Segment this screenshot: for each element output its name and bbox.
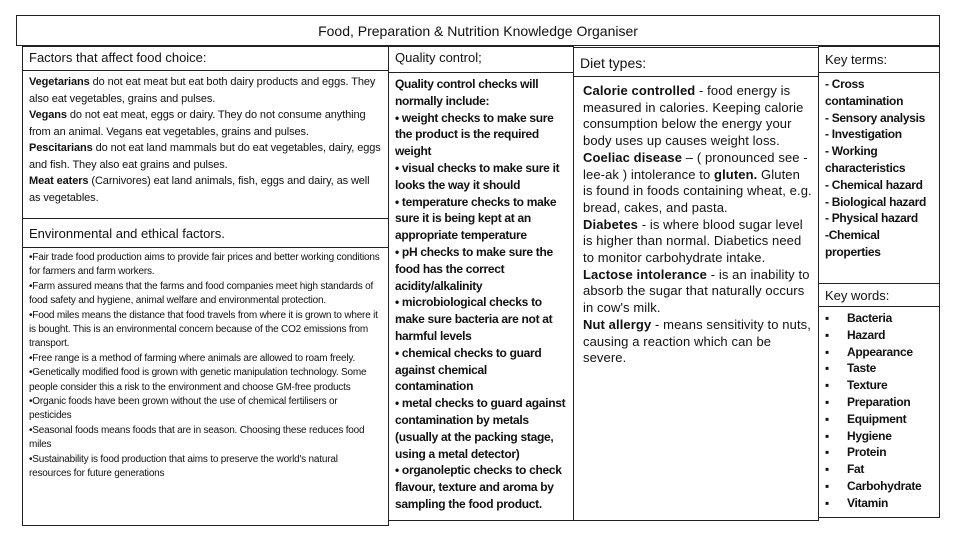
key-word: Taste: [847, 361, 876, 376]
key-word-item: [825, 411, 933, 428]
environmental-item: •Genetically modified food is grown with genetic manipulation technology. Some people consider this a risk to the environment and choose GM-free products: [29, 367, 367, 393]
key-word: Texture: [847, 378, 888, 393]
diet-text: Gluten is found in foods containing wheat, e.g. bread, cakes, and pasta.: [583, 166, 812, 215]
diet-item: [583, 83, 812, 150]
key-term: - Sensory analysis: [825, 110, 925, 125]
key-word-item: [825, 394, 933, 411]
bullet-icon: ▪: [825, 428, 829, 443]
environmental-header: Environmental and ethical factors.: [22, 218, 389, 248]
key-word: Appearance: [847, 344, 913, 359]
key-term: - Biological hazard: [825, 194, 926, 209]
quality-item: • temperature checks to make sure it is being kept at an appropriate temperature: [395, 194, 557, 243]
key-word: Protein: [847, 445, 887, 460]
factors-header: Factors that affect food choice:: [22, 46, 389, 71]
quality-item: • pH checks to make sure the food has the correct acidity/alkalinity: [395, 244, 553, 293]
key-terms-content: [818, 72, 940, 284]
factor-text: do not eat meat but eat both dairy products and eggs. They also eat vegetables, grains and pulses.: [29, 76, 376, 105]
key-words-list: [825, 310, 933, 512]
key-word-item: [825, 444, 933, 461]
key-word-item: [825, 495, 933, 512]
key-word: Hazard: [847, 327, 886, 342]
diet-content: [573, 76, 819, 521]
quality-content: [388, 72, 574, 521]
key-term: - Physical hazard: [825, 211, 918, 226]
factor-item: [29, 74, 382, 107]
diet-text: - means sensitivity to nuts, causing a reaction which can be severe.: [583, 316, 811, 366]
diet-term: Diabetes: [583, 216, 638, 232]
bullet-icon: ▪: [825, 311, 829, 325]
diet-item: [583, 317, 812, 367]
key-terms-header: Key terms:: [818, 46, 940, 73]
bullet-icon: ▪: [825, 462, 829, 477]
environmental-item: •Food miles means the distance that food travels from where it is grown to where it is bought. This is an environmental concern because of the CO2 emissions from transport.: [29, 309, 378, 350]
key-words-header: Key words:: [818, 283, 940, 307]
key-word: Equipment: [847, 411, 907, 426]
diet-text: - food energy is measured in calories. Keeping calorie consumption below the energy your body uses up causes weight loss.: [583, 83, 804, 149]
key-word-item: [825, 461, 933, 478]
diet-item: [583, 150, 812, 217]
bullet-icon: ▪: [825, 411, 829, 426]
diet-term: Nut allergy: [583, 316, 652, 332]
key-words-content: [818, 306, 940, 518]
key-word-item: [825, 327, 933, 344]
factor-item: [29, 173, 382, 206]
diet-text: - is an inability to absorb the sugar that naturally occurs in cow's milk.: [583, 266, 810, 316]
key-term: - Working characteristics: [825, 144, 906, 175]
page-title: Food, Preparation & Nutrition Knowledge Organiser: [16, 15, 940, 46]
key-word-item: [825, 344, 933, 361]
bullet-icon: ▪: [825, 394, 829, 409]
key-term: - Investigation: [825, 127, 902, 142]
factor-term: Meat eaters: [29, 175, 89, 187]
factor-item: [29, 107, 382, 140]
key-word: Bacteria: [847, 311, 892, 325]
diet-text: – ( pronounced see -lee-ak ) intolerance to: [583, 149, 808, 182]
diet-term: Coeliac disease: [583, 149, 683, 165]
quality-item: • microbiological checks to make sure bacteria are not at harmful levels: [395, 295, 553, 343]
bullet-icon: ▪: [825, 478, 829, 493]
factors-content: [22, 70, 389, 219]
diet-term: Calorie controlled: [583, 83, 696, 98]
bullet-icon: ▪: [825, 361, 829, 376]
key-term: -Chemical properties: [825, 228, 881, 259]
bullet-icon: ▪: [825, 327, 829, 342]
key-word-item: [825, 428, 933, 445]
key-word: Fat: [847, 462, 865, 477]
key-word-item: [825, 478, 933, 495]
gluten-term: gluten.: [714, 166, 758, 182]
environmental-item: •Farm assured means that the farms and food companies meet high standards of food safety and hygiene, animal welfare and environmental protection.: [29, 280, 374, 307]
key-word: Vitamin: [847, 495, 889, 510]
bullet-icon: ▪: [825, 495, 829, 510]
key-word-item: [825, 310, 933, 327]
quality-item: • organoleptic checks to check flavour, texture and aroma by sampling the food product.: [395, 463, 562, 511]
environmental-item: •Organic foods have been grown without the use of chemical fertilisers or pesticides: [29, 396, 338, 422]
key-word-item: [825, 360, 933, 377]
diet-term: Lactose intolerance: [583, 266, 707, 282]
key-word: Preparation: [847, 394, 911, 409]
factor-term: Vegans: [29, 109, 67, 121]
bullet-icon: ▪: [825, 344, 829, 359]
quality-item: • weight checks to make sure the product is the required weight: [395, 110, 554, 159]
environmental-item: •Free range is a method of farming where animals are allowed to roam freely.: [29, 352, 356, 364]
environmental-content: [22, 247, 389, 526]
environmental-item: •Fair trade food production aims to provide fair prices and better working conditions for farmers and farm workers.: [29, 252, 380, 278]
quality-item: • metal checks to guard against contamination by metals (usually at the packing stage, using a metal detector): [395, 396, 566, 461]
factor-item: [29, 140, 382, 173]
diet-text: - is where blood sugar level is higher than normal. Diabetics need to monitor carbohydrate intake.: [583, 216, 803, 266]
factor-text: do not eat land mammals but do eat vegetables, dairy, eggs and fish. They also eat grains and pulses.: [29, 142, 381, 171]
environmental-item: •Seasonal foods means foods that are in season. Choosing these reduces food miles: [29, 424, 365, 451]
quality-item: • visual checks to make sure it looks the way it should: [395, 160, 560, 192]
key-word-item: [825, 377, 933, 394]
quality-intro: Quality control checks will normally include:: [395, 77, 539, 108]
factor-text: (Carnivores) eat land animals, fish, eggs and dairy, as well as vegetables.: [29, 175, 370, 204]
key-term: - Chemical hazard: [825, 177, 923, 192]
quality-item: • chemical checks to guard against chemical contamination: [395, 345, 542, 394]
key-word: Hygiene: [847, 428, 892, 443]
factor-term: Vegetarians: [29, 76, 90, 88]
diet-header: Diet types:: [573, 47, 819, 77]
bullet-icon: ▪: [825, 378, 829, 393]
quality-header: Quality control;: [388, 46, 574, 73]
diet-item: [583, 267, 812, 317]
key-term: - Cross contamination: [825, 77, 904, 108]
environmental-item: •Sustainability is food production that aims to preserve the world's natural resources for future generations: [29, 453, 338, 480]
factor-term: Pescitarians: [29, 142, 93, 154]
key-word: Carbohydrate: [847, 478, 922, 493]
diet-item: [583, 217, 812, 267]
bullet-icon: ▪: [825, 445, 829, 460]
factor-text: do not eat meat, eggs or dairy. They do not consume anything from an animal. Vegans eat vegetables, grains and pulses.: [29, 109, 366, 138]
